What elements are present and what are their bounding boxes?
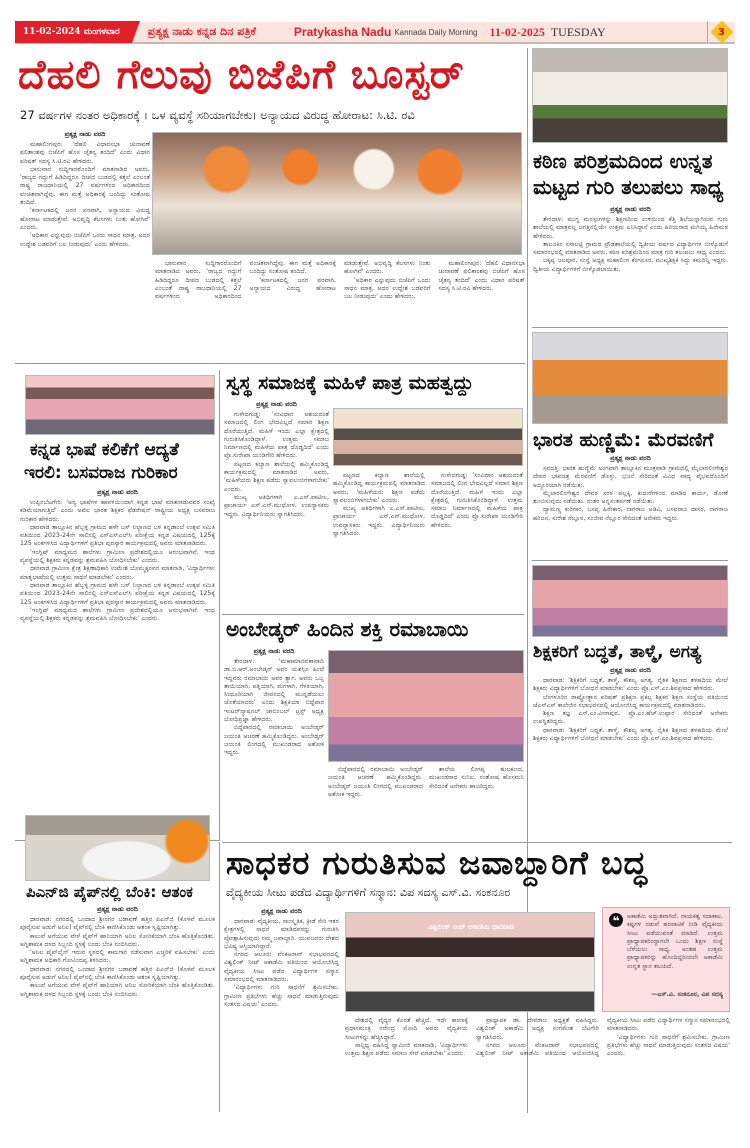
- kannada-paragraph: 'ಇಂಗ್ಲಿಷ್ ಮಾಧ್ಯಮದ ಶಾಲೆಗಳು ಗ್ರಾಮೀಣ ಪ್ರದೇಶದಲ್ಲಿಯೂ ಆರಂಭವಾಗಿವೆ. ಇಂಥ ವ್ಯವಸ್ಥೆಯಲ್ಲಿ ಶಿಕ್ಷಕರು ಕನ್ನಡವನ್ನು ಶ್ರಮವಹಿಸಿ ಬೋಧಿಸಬೇಕು' ಎಂದರು.: [20, 606, 215, 623]
- bottom-paragraph: ಧಾರವಾಡ: ವೈದ್ಯಕೀಯ, ಸಾಂಸ್ಕೃತಿಕ, ಕ್ರೀಡೆ ಸೇರಿ ಇತರ ಕ್ಷೇತ್ರಗಳಲ್ಲಿ ಸಾಧನೆ ಮಾಡಿದವರನ್ನು ಗುರುತಿಸಿ ಪ್ರೋತ್ಸಾಹಿಸುವುದು ನಮ್ಮ ಜವಾಬ್ದಾರಿ. ಯುವಜನರು ದೇಶದ ಭವಿಷ್ಯ ಆಸ್ತಿಯಾಗಿದ್ದಾರೆ.: [224, 918, 339, 950]
- pipe-paragraph: ಕಾಲುವೆ ಅಗೆಯುವ ವೇಳೆ ಪೈಪ್‌ಗೆ ಹಾನಿಯಾಗಿ ಅನಿಲ ಸೋರಿಕೆಯಾಗಿ ಬೆಂಕಿ ಹೊತ್ತಿಕೊಂಡಿತು. ಅಗ್ನಿಶಾಮಕ ದಳದ ಸಿಬ್ಬಂದಿ ಸ್ಥಳಕ್ಕೆ ಬಂದು ಬೆಂಕಿ ನಂದಿಸಿದರು.: [20, 982, 215, 998]
- pipe-story-text: [20, 903, 215, 1121]
- kannada-paragraph: ಉಪ್ಪಿನಬೆಟಗೇರಿ: 'ಅನ್ಯ ಭಾಷೆಗಳ ಹಾವಳಿಯಿಂದಾಗಿ ಕನ್ನಡ ಭಾಷೆ ಮಾತನಾಡುವವರ ಸಂಖ್ಯೆ ಕಡಿಮೆಯಾಗುತ್ತಿದೆ' ಎಂದು ಅಖಿಲ ಭಾರತ ಶಿಕ್ಷಕರ ಫೆಡರೇಷನ್ ರಾಷ್ಟ್ರೀಯ ಅಧ್ಯಕ್ಷ ಬಸವರಾಜ ಗುರಿಕಾರ ಹೇಳಿದರು.: [20, 499, 215, 523]
- pull-quote-text: ಅಕಾಡೆಮಿ ಅದ್ಭುತವಾಗಿದೆ. ನಾಯಕತ್ವ ಸದಾಕಾಲ, ಕಷ್ಟಗಳ ನಡುವೆ ಹರವಾಟಿಕೆ ನೀಡಿ ವೈದ್ಯಕೀಯ ಸೀಟು ಪಡೆಯುವಂತೆ ಮಾಡಿದೆ. ಉತ್ತಮ ಪ್ರಾಧ್ಯಾಪಕರಿಂದ್ದಾಗಲೇ ಒಂದು ಶಿಕ್ಷಣ ಸಂಸ್ಥೆ ಬೆಳೆಯಲು ಸಾಧ್ಯ. ಅಂತಹ ಉತ್ತಮ ಪ್ರಾಧ್ಯಾಪಕರನ್ನು ಹೊಂದಿದ್ದರಿಂದಲೇ ಅಕಾಡೆಮಿ ಉನ್ನತ ಸ್ಥಾನ ತಲುಪಿದೆ.: [627, 913, 723, 970]
- ambedkar-paragraph: ಬಿದ್ದೆಪಾರದಲ್ಲಿ ರಮಾಬಾಯಿ ಅಂಬೇಡ್ಕರ್ ಜಯಂತಿ ಆಚರಣೆ ಹಮ್ಮಿಕೊಂಡಿದ್ದರು. ಅಂಬೇಡ್ಕರ್ ಜಯಂತಿ ಲಿಂಗದಲ್ಲಿ ಮುಖಂಡರಾದ ಅಶೋಕ ಇದ್ದರು.: [328, 766, 423, 798]
- health-paragraph: ಮುಖ್ಯ ಅತಿಥಿಗಳಾಗಿ ಎ.ಎಸ್.ಪಾಟೀಲ, ಪ್ರಾಚಾರ್ಯ ಎಸ್.ಎಸ್.ಮುಧೋಳ, ಉಪನ್ಯಾಸಕರು ಇದ್ದರು. ವಿದ್ಯಾರ್ಥಿನಿಯರು ಸ್ವಾಗತಿಸಿದರು.: [333, 505, 425, 538]
- lead-paragraph: 'ಅಧಿಕಾರ ಎನ್ನುವುದು ಬಿಜೆಪಿಗೆ ಒಂದು ಸಾಧನ ಮಾತ್ರ, ಅದರ ಉದ್ದೇಶ ಬಡವರಿಗೆ ಬಲ ನೀಡುವುದು' ಎಂದು ಹೇಳಿದರು.: [344, 276, 431, 301]
- ambedkar-photo: [328, 650, 524, 762]
- lead-paragraph: 'ಕರ್ನಾಟಕದಲ್ಲಿ ಜನರ ಪರವಾಗಿ, ಅನ್ಯಾಯದ ವಿರುದ್ಧ ಹೋರಾಟ ಮಾಡುತ್ತೇವೆ. ಅಭಿವೃದ್ಧಿ ಕೆಲಸಗಳು ನಿಂತು ಹೋಗಿವೆ' ಎಂದರು.: [249, 260, 431, 292]
- health-photo: [333, 408, 523, 466]
- kannada-headline-line2: ಇರಲಿ: ಬಸವರಾಜ ಗುರಿಕಾರ: [24, 463, 178, 483]
- bottom-subhead: ವೈದ್ಯಕೀಯ ಸೀಟು ಪಡೆದ ವಿದ್ಯಾರ್ಥಿಗಳಿಗೆ ಸನ್ಮಾನ: ವಿಪ ಸದಸ್ಯ ಎಸ್.ವಿ. ಸಂಕನೂರ: [226, 886, 511, 899]
- kannada-story-photo: [25, 375, 215, 435]
- bottom-paragraph: 'ವಿದ್ಯಾರ್ಥಿಗಳು ಗುರಿ ಸಾಧನೆಗೆ ಶ್ರಮಿಸಬೇಕು. ಗ್ರಾಮೀಣ ಪ್ರತಿಭೆಗಳು ಹೆಚ್ಚು ಸಾಧನೆ ಮಾಡುತ್ತಿರುವುದು ಸಂತಸದ ವಿಷಯ' ಎಂದರು.: [224, 984, 339, 1008]
- festival-byline: ಪ್ರತ್ಯಕ್ಷ ನಾಡು ವರದಿ: [610, 454, 651, 462]
- ambedkar-byline: ಪ್ರತ್ಯಕ್ಷ ನಾಡು ವರದಿ: [253, 647, 295, 655]
- right-top-byline: ಪ್ರತ್ಯಕ್ಷ ನಾಡು ವರದಿ: [610, 205, 651, 213]
- health-headline: ಸ್ವಸ್ಥ ಸಮಾಜಕ್ಕೆ ಮಹಿಳೆ ಪಾತ್ರ ಮಹತ್ವದ್ದು: [226, 372, 474, 394]
- ambedkar-paragraph: ಶಾಲೆಯ ಲಿಂಗಪ್ಪ ಹುಲಕುಂದ, ಮುಖಂಡರಾದ ಸುನಿಲ, ಸಂತೋಷ ಹೊಸಮನಿ ಸೇರಿದಂತೆ ಅನೇಕರು ಹಾಜರಿದ್ದರು.: [429, 766, 524, 790]
- teacher-byline: ಪ್ರತ್ಯಕ್ಷ ನಾಡು ವರದಿ: [610, 666, 651, 674]
- bottom-paragraph: ಸಾನ್ನಿಧ್ಯ ವಹಿಸಿದ್ದ ಸ್ವಾಮೀಜಿ ಮಾತನಾಡಿ, 'ವಿದ್ಯಾರ್ಥಿಗಳು ಉತ್ತಮ ಶಿಕ್ಷಣ ಪಡೆದು ಸಮಾಜ ಸೇವೆ ಮಾಡಬೇಕು' ಎಂದರು.: [345, 1041, 468, 1058]
- health-paragraph: ಗುಳೇದಗುಡ್ಡ: 'ಸಂವಿಧಾನ ಆಶಯದಂತೆ ಸಮಾಜದಲ್ಲಿ ಲಿಂಗ ಭೇದವಿಲ್ಲದೆ ಸಮಾನ ಶಿಕ್ಷಣ ದೊರೆಯುತ್ತಿದೆ. ಮಹಿಳೆ ಇಂದು ಎಲ್ಲಾ ಕ್ಷೇತ್ರದಲ್ಲಿ ಗುರುತಿಸಿಕೊಂಡಿದ್ದಾಳೆ. ಉತ್ತಮ ಸಮಾಜ ನಿರ್ಮಾಣದಲ್ಲಿ ಮಹಿಳೆಯ ಪಾತ್ರ ದೊಡ್ಡದಿದೆ' ಎಂದು ಪ್ರೊ.ಸುರೇಖಾ ಯಂಡಿಗೇರಿ ಹೇಳಿದರು.: [431, 472, 523, 529]
- bottom-paragraph: ದೇಶದಲ್ಲಿ ವೈದ್ಯರ ಕೊರತೆ ಹೆಚ್ಚಿದೆ. ಇದೇ ಕಾರಣಕ್ಕೆ ಪ್ರಧಾನಮಂತ್ರಿ ನರೇಂದ್ರ ಮೋದಿ ಅವರು ವೈದ್ಯಕೀಯ ಸೀಟುಗಳನ್ನು ಹೆಚ್ಚಿಸಿದ್ದಾರೆ.: [345, 1017, 468, 1041]
- right-top-paragraph: ತೇರದಾಳ: ಮುಗ್ಧ ಮನಸ್ಸುಗಳನ್ನು ಶಿಕ್ಷಣದಿಂದ ಉಳಿಯಿಂದ ಕೆತ್ತಿ ಶಿಲೆಯನ್ನಾಗಿಸುವ ಗುರು ಶಾಲೆಯಲ್ಲಿ ಮಾತ್ರವಲ್ಲ ಜಗತ್ತಿನಲ್ಲಿಯೇ ಉತ್ತಮ ಎನಿಸಿದ್ದಾನೆ ಎಂದು ಹಿರಿಯರಾದ ಮಗಿಯ್ಯ ಹಿರೇಮಠ ಹೇಳಿದರು.: [533, 216, 728, 240]
- masthead: [15, 22, 735, 44]
- column-divider: [219, 370, 220, 840]
- health-story-text: [224, 398, 329, 611]
- lead-paragraph: ಮಹಾಲಿಂಗಪುರ: 'ದೆಹಲಿ ವಿಧಾನಸಭಾ ಚುನಾವಣೆ ಫಲಿತಾಂಶವು ಬಿಜೆಪಿಗೆ ಹೊಸ ಚೈತನ್ಯ ತಂದಿದೆ' ಎಂದು ವಿಧಾನ ಪರಿಷತ್ ಸದಸ್ಯ ಸಿ.ಟಿ.ರವಿ ಹೇಳಿದರು.: [20, 141, 150, 165]
- kannada-paragraph: ಧಾರವಾಡ ತಾಲ್ಲೂಕಿನ ಹೆಬ್ಬಳ್ಳಿ ಗ್ರಾಮದ ಹಳೇ ಬಸ್ ನಿಲ್ದಾಣದ ಬಳಿ ಕನ್ನಡಾಂಬೆ ಉತ್ಸವ ಸಮಿತಿ ವತಿಯಿಂದ 2023-24ನೇ ಸಾಲಿನಲ್ಲಿ ಎಸ್ಎಸ್ಎಲ್‌ಸಿ ಪರೀಕ್ಷೆಯ ಕನ್ನಡ ವಿಷಯದಲ್ಲಿ 125ಕ್ಕೆ 125 ಅಂಕಗಳಿಸಿದ ವಿದ್ಯಾರ್ಥಿಗಳಿಗೆ ಪ್ರತಿಭಾ ಪುರಸ್ಕಾರ ಕಾರ್ಯಕ್ರಮದಲ್ಲಿ ಅವರು ಮಾತನಾಡಿದರು.: [20, 523, 215, 548]
- pipe-byline: ಪ್ರತ್ಯಕ್ಷ ನಾಡು ವರದಿ: [97, 905, 138, 913]
- right-top-headline-line1: ಕಠಿಣ ಪರಿಶ್ರಮದಿಂದ ಉನ್ನತ: [533, 149, 713, 173]
- kannada-headline-line1: ಕನ್ನಡ ಭಾಷೆ ಕಲಿಕೆಗೆ ಆದ್ಯತೆ: [30, 440, 179, 460]
- pipe-paragraph: ಧಾರವಾಡ: ನಗರದಲ್ಲಿ ಒಂದಾದ ಶ್ರೀನಗರ ಬಡಾವಣೆ ಹತ್ತಿರ ಪಿಎನ್‌ಜಿ (ಕೊಳವೆ ಮೂಲಕ ಪೂರೈಸುವ ಅಡುಗೆ ಅನಿಲ) ಪೈಪ್‌ನಲ್ಲಿ ಬೆಂಕಿ ಕಾಣಿಸಿಕೊಂಡು ಆತಂಕ ಸೃಷ್ಟಿಯಾಗಿತ್ತು.: [20, 916, 215, 932]
- health-story-continued: [333, 472, 523, 597]
- lead-headline: ದೆಹಲಿ ಗೆಲುವು ಬಿಜೆಪಿಗೆ ಬೂಸ್ಟರ್: [18, 52, 465, 98]
- lead-paragraph: ಮಹಾಲಿಂಗಪುರ: 'ದೆಹಲಿ ವಿಧಾನಸಭಾ ಚುನಾವಣೆ ಫಲಿತಾಂಶವು ಬಿಜೆಪಿಗೆ ಹೊಸ ಚೈತನ್ಯ ತಂದಿದೆ' ಎಂದು ವಿಧಾನ ಪರಿಷತ್ ಸದಸ್ಯ ಸಿ.ಟಿ.ರವಿ ಹೇಳಿದರು.: [438, 260, 525, 292]
- bottom-paragraph: ನಗರದ ಆಲೂರು ವೆಂಕಟರಾವ್ ಸಭಾಭವನದಲ್ಲಿ ವಿಶ್ವಲಿಂಕ್ ನೀಟ್ ಅಕಾಡೆಮಿ ವತಿಯಿಂದ ಆಯೋಜಿಸಿದ್ದ ವೈದ್ಯಕೀಯ ಸೀಟು ಪಡೆದ ವಿದ್ಯಾರ್ಥಿಗಳ ಸನ್ಮಾನ ಸಮಾರಂಭದಲ್ಲಿ ಮಾತನಾಡಿದರು.: [476, 1017, 730, 1058]
- pipe-paragraph: 'ಅನಿಲ ಪೈಪ್‌ಲೈನ್ ಇರುವ ಸ್ಥಳದಲ್ಲಿ ಕಾಮಗಾರಿ ನಡೆಸುವಾಗ ಎಚ್ಚರಿಕೆ ವಹಿಸಬೇಕು' ಎಂದು ಅಗ್ನಿಶಾಮಕ ಅಧಿಕಾರಿ ಗೋವಿಂದಪ್ಪ ತಿಳಿಸಿದರು.: [20, 949, 215, 965]
- ambedkar-headline: ಅಂಬೇಡ್ಕರ್ ಹಿಂದಿನ ಶಕ್ತಿ ರಮಾಬಾಯಿ: [226, 617, 469, 641]
- bottom-story-continued: [345, 1017, 730, 1112]
- pipe-fire-photo: [25, 815, 210, 881]
- masthead-english-subtitle: Kannada Daily Morning: [394, 27, 478, 37]
- bottom-story-text: [224, 905, 339, 1118]
- teacher-headline: ಶಿಕ್ಷಕರಿಗೆ ಬದ್ಧತೆ, ತಾಳ್ಮೆ, ಅಗತ್ಯ: [533, 642, 702, 662]
- pipe-headline: ಪಿಎನ್‌ಜಿ ಪೈಪ್‌ನಲ್ಲಿ ಬೆಂಕಿ: ಆತಂಕ: [26, 883, 193, 901]
- page-number: 3: [718, 26, 725, 38]
- right-top-story-text: [533, 203, 728, 331]
- pull-quote-box: [602, 907, 730, 1012]
- teacher-paragraph: ಶಿಕ್ಷಣ ತಜ್ಞ ಎಸ್.ಎಂ.ವೀರಾಪುರ, ಪ್ರೊ.ಎಂ.ಹೆಚ್.ಉಪ್ಪಾರ ಸೇರಿದಂತೆ ಅನೇಕರು ಉಪಸ್ಥಿತರಿದ್ದರು.: [533, 710, 728, 726]
- lead-byline: ಪ್ರತ್ಯಕ್ಷ ನಾಡು ವರದಿ: [64, 130, 106, 138]
- lead-photo: [152, 132, 522, 255]
- pull-quote-attribution: —ಎಸ್.ವಿ. ಸಂಕನೂರ, ವಿಪ ಸದಸ್ಯ: [651, 991, 723, 998]
- masthead-day: TUESDAY: [550, 24, 606, 39]
- lead-story-continued: [155, 260, 525, 355]
- lead-paragraph: 'ಕರ್ನಾಟಕದಲ್ಲಿ ಜನರ ಪರವಾಗಿ, ಅನ್ಯಾಯದ ವಿರುದ್ಧ ಹೋರಾಟ ಮಾಡುತ್ತೇವೆ. ಅಭಿವೃದ್ಧಿ ಕೆಲಸಗಳು ನಿಂತು ಹೋಗಿವೆ' ಎಂದರು.: [20, 207, 150, 231]
- right-top-paragraph: ತಾಲೂಕಿನ ಸಸಾಲಟ್ಟಿ ಗ್ರಾಮದ ಪ್ರೌಢಶಾಲೆಯಲ್ಲಿ ದ್ವಿತೀಯ ವರ್ಷದ ವಿದ್ಯಾರ್ಥಿಗಳ ಬೀಳ್ಕೊಡುಗೆ ಸಮಾರಂಭದಲ್ಲಿ ಮಾತನಾಡಿದ ಅವರು, ಕಠಿಣ ಪರಿಶ್ರಮದಿಂದ ಮಾತ್ರ ಗುರಿ ತಲುಪಲು ಸಾಧ್ಯ ಎಂದರು.: [533, 240, 728, 257]
- kannada-paragraph: ಧಾರವಾಡ ತಾಲ್ಲೂಕಿನ ಹೆಬ್ಬಳ್ಳಿ ಗ್ರಾಮದ ಹಳೇ ಬಸ್ ನಿಲ್ದಾಣದ ಬಳಿ ಕನ್ನಡಾಂಬೆ ಉತ್ಸವ ಸಮಿತಿ ವತಿಯಿಂದ 2023-24ನೇ ಸಾಲಿನಲ್ಲಿ ಎಸ್ಎಸ್ಎಲ್‌ಸಿ ಪರೀಕ್ಷೆಯ ಕನ್ನಡ ವಿಷಯದಲ್ಲಿ 125ಕ್ಕೆ 125 ಅಂಕಗಳಿಸಿದ ವಿದ್ಯಾರ್ಥಿಗಳಿಗೆ ಪ್ರತಿಭಾ ಪುರಸ್ಕಾರ ಕಾರ್ಯಕ್ರಮದಲ್ಲಿ ಅವರು ಮಾತನಾಡಿದರು.: [20, 581, 215, 606]
- health-paragraph: ಪಟ್ಟಣದ ಕಲ್ಯಾಣ ಶಾಲೆಯಲ್ಲಿ ಹಮ್ಮಿಕೊಂಡಿದ್ದ ಕಾರ್ಯಕ್ರಮದಲ್ಲಿ ಮಾತನಾಡಿದ ಅವರು, 'ಮಹಿಳೆಯರು ಶಿಕ್ಷಣ ಪಡೆದು ಸ್ವಾವಲಂಬಿಗಳಾಗಬೇಕು' ಎಂದರು.: [333, 472, 425, 504]
- ambedkar-story-continued: [328, 766, 524, 834]
- section-divider: [532, 327, 728, 328]
- ambedkar-paragraph: ತೇರದಾಳ: 'ಮಹಾಮಾನವತಾವಾದಿ ಡಾ.ಬಿ.ಆರ್.ಅಂಬೇಡ್ಕರ್ ಅವರ ಯಶಸ್ಸಿನ ಹಿಂದೆ ಇದ್ದವರು ರಮಾಬಾಯಿ ಅವರ ತ್ಯಾಗ. ಅವರು ಒಬ್ಬ ತಾಯಿಯಾಗಿ, ಪತ್ನಿಯಾಗಿ, ಮಗಳಾಗಿ, ಗೆಳತಿಯಾಗಿ, ಸಿಂಧೂರಿಯಾಗಿ ಜೀವನದಲ್ಲಿ ಮುನ್ನಡೆಯಲು ಜೊತೆಯಾದರು' ಎಂದು ಶಿಕ್ಷಕಿಯಾ ಬಿದ್ದೆಪಾರ ಇಂಟರ್‌ನ್ಯಾಷನಲ್ ಜಾಬಿಂಬಲ್ ಟ್ರಸ್ಟ್ ಅಧ್ಯಕ್ಷ ಬೋಧಿಪ್ರಜ್ಞಾ ಹೇಳಿದರು.: [224, 658, 324, 724]
- bottom-paragraph: ನಗರದ ಆಲೂರು ವೆಂಕಟರಾವ್ ಸಭಾಭವನದಲ್ಲಿ ವಿಶ್ವಲಿಂಕ್ ನೀಟ್ ಅಕಾಡೆಮಿ ವತಿಯಿಂದ ಆಯೋಜಿಸಿದ್ದ ವೈದ್ಯಕೀಯ ಸೀಟು ಪಡೆದ ವಿದ್ಯಾರ್ಥಿಗಳ ಸನ್ಮಾನ ಸಮಾರಂಭದಲ್ಲಿ ಮಾತನಾಡಿದರು.: [224, 951, 339, 984]
- lead-paragraph: ಭಾನುವಾರ ಸುದ್ದಿಗಾರರೊಂದಿಗೆ ಮಾತನಾಡಿದ ಅವರು, 'ರಾಜ್ಯದ ಗದ್ದುಗೆ ಹಿಡಿದಿದ್ದರೂ ದೀಪದ ಬುಡದಲ್ಲಿ ಕತ್ತಲೆ ಎಂಬಂತೆ ರಾಷ್ಟ್ರ ರಾಜಧಾನಿಯಲ್ಲಿ 27 ವರ್ಷಗಳಿಂದ ಅಧಿಕಾರದಿಂದ ವಂಚಿತವಾಗಿದ್ದೆವು. ಈಗ ಮತ್ತೆ ಅಧಿಕಾರಕ್ಕೆ ಬಂದಿದ್ದು ಸಂತೋಷ ತಂದಿದೆ.: [155, 260, 336, 301]
- teacher-story-text: [533, 664, 728, 842]
- teacher-paragraph: ಧಾರವಾಡ: 'ಶಿಕ್ಷಕರಿಗೆ ಬದ್ಧತೆ, ತಾಳ್ಮೆ, ಕೌಶಲ್ಯ ಅಗತ್ಯ. ನೈತಿಕ ಶಿಕ್ಷಣದ ತಳಹದಿಯ ಮೇಲೆ ಶಿಕ್ಷಕರು ವಿದ್ಯಾರ್ಥಿಗಳಿಗೆ ಬೋಧನೆ ಮಾಡಬೇಕು' ಎಂದು ಪ್ರೊ.ಎಸ್.ಎಂ.ಶಿವಪ್ರಸಾದ ಹೇಳಿದರು.: [533, 677, 728, 693]
- right-top-headline-line2: ಮಟ್ಟದ ಗುರಿ ತಲುಪಲು ಸಾಧ್ಯ: [533, 175, 724, 199]
- festival-paragraph: ಮೈಲಾರಲಿಂಗೇಶ್ವರ ದೇವರ ಸರಳ ಪಲ್ಲಕ್ಕಿ, ಕುದುರೆಗಳಿಂದ ಮಾಡಿದ ಕಾರ್ಯ, ಡೋಣೆ ತುಂಬಿಸುವುದು ನಡೆಯಿತು. ನಂತರ ಅನ್ನಸಂತರ್ಪಣೆ ನಡೆಯಿತು.: [533, 489, 728, 506]
- pipe-paragraph: ಧಾರವಾಡ: ನಗರದಲ್ಲಿ ಒಂದಾದ ಶ್ರೀನಗರ ಬಡಾವಣೆ ಹತ್ತಿರ ಪಿಎನ್‌ಜಿ (ಕೊಳವೆ ಮೂಲಕ ಪೂರೈಸುವ ಅಡುಗೆ ಅನಿಲ) ಪೈಪ್‌ನಲ್ಲಿ ಬೆಂಕಿ ಕಾಣಿಸಿಕೊಂಡು ಆತಂಕ ಸೃಷ್ಟಿಯಾಗಿತ್ತು.: [20, 965, 215, 982]
- right-top-paragraph: ಜಕ್ಕಪ್ಪ ಜಲಪೂರ, ಸಂಸ್ಥೆ ಅಧ್ಯಕ್ಷ ಮಹಾಲಿಂಗ ಕೆಂಗನೂರ, ಮುಖ್ಯಶಿಕ್ಷಕ ಸಿದ್ದು ಕಮದಿನ್ನಿ ಇದ್ದರು. ದ್ವಿತೀಯ ವಿದ್ಯಾರ್ಥಿಗಳಿಗೆ ಬೀಳ್ಕೊಡಲಾಯಿತು.: [533, 257, 728, 273]
- lead-story-text: [20, 128, 150, 361]
- bottom-byline: ಪ್ರತ್ಯಕ್ಷ ನಾಡು ವರದಿ: [261, 907, 302, 915]
- festival-photo: [532, 332, 728, 424]
- lead-paragraph: ಭಾನುವಾರ ಸುದ್ದಿಗಾರರೊಂದಿಗೆ ಮಾತನಾಡಿದ ಅವರು, 'ರಾಜ್ಯದ ಗದ್ದುಗೆ ಹಿಡಿದಿದ್ದರೂ ದೀಪದ ಬುಡದಲ್ಲಿ ಕತ್ತಲೆ ಎಂಬಂತೆ ರಾಷ್ಟ್ರ ರಾಜಧಾನಿಯಲ್ಲಿ 27 ವರ್ಷಗಳಿಂದ ಅಧಿಕಾರದಿಂದ ವಂಚಿತವಾಗಿದ್ದೆವು. ಈಗ ಮತ್ತೆ ಅಧಿಕಾರಕ್ಕೆ ಬಂದಿದ್ದು ಸಂತೋಷ ತಂದಿದೆ.: [20, 165, 150, 207]
- health-byline: ಪ್ರತ್ಯಕ್ಷ ನಾಡು ವರದಿ: [256, 400, 297, 408]
- bottom-headline: ಸಾಧಕರ ಗುರುತಿಸುವ ಜವಾಬ್ದಾರಿಗೆ ಬದ್ಧ: [226, 844, 648, 882]
- festival-story-text: [533, 452, 728, 560]
- festival-paragraph: ಸವದತ್ತಿ: ಭಾರತ ಹುಣ್ಣಿಮೆ ಅಂಗವಾಗಿ ತಾಲ್ಲೂಕಿನ ಮಂತ್ರವಾಡಿ ಗ್ರಾಮದಲ್ಲಿ ಮೈಲಾರಲಿಂಗೇಶ್ವರ ದೇವರ ಭಾವಚಿತ್ರ ಮೆರವಣಿಗೆ ಡೊಳ್ಳು, ಭಜನೆ ಸೇರಿದಂತೆ ವಿವಿಧ ವಾದ್ಯ ವೈಭವದೊಂದಿಗೆ ಅದ್ದೂರಿಯಾಗಿ ನಡೆಯಿತು.: [533, 465, 728, 489]
- section-divider: [222, 842, 732, 843]
- kannada-byline: ಪ್ರತ್ಯಕ್ಷ ನಾಡು ವರದಿ: [97, 488, 138, 496]
- lead-subhead: 27 ವರ್ಷಗಳ ನಂತರ ಅಧಿಕಾರಕ್ಕೆ । ಒಳ ವ್ಯವಸ್ಥೆ ಸರಿಯಾಗಬೇಕು। ಅನ್ಯಾಯದ ವಿರುದ್ಧ ಹೋರಾಟ: ಸಿ.ಟಿ. ರವಿ: [20, 108, 415, 122]
- section-divider: [532, 560, 728, 561]
- kannada-paragraph: 'ಇಂಗ್ಲಿಷ್ ಮಾಧ್ಯಮದ ಶಾಲೆಗಳು ಗ್ರಾಮೀಣ ಪ್ರದೇಶದಲ್ಲಿಯೂ ಆರಂಭವಾಗಿವೆ. ಇಂಥ ವ್ಯವಸ್ಥೆಯಲ್ಲಿ ಶಿಕ್ಷಕರು ಕನ್ನಡವನ್ನು ಶ್ರಮವಹಿಸಿ ಬೋಧಿಸಬೇಕು' ಎಂದರು.: [20, 548, 215, 565]
- photo-banner-text: ವಿಶ್ವಲಿಂಕ್ ನೀಟ್ ಅಕಾಡೆಮಿ ಧಾರವಾಡ: [427, 923, 515, 931]
- lead-paragraph: 'ಅಧಿಕಾರ ಎನ್ನುವುದು ಬಿಜೆಪಿಗೆ ಒಂದು ಸಾಧನ ಮಾತ್ರ, ಅದರ ಉದ್ದೇಶ ಬಡವರಿಗೆ ಬಲ ನೀಡುವುದು' ಎಂದು ಹೇಳಿದರು.: [20, 232, 150, 248]
- ambedkar-paragraph: ಬಿದ್ದೆಪಾರದಲ್ಲಿ ರಮಾಬಾಯಿ ಅಂಬೇಡ್ಕರ್ ಜಯಂತಿ ಆಚರಣೆ ಹಮ್ಮಿಕೊಂಡಿದ್ದರು. ಅಂಬೇಡ್ಕರ್ ಜಯಂತಿ ಲಿಂಗದಲ್ಲಿ ಮುಖಂಡರಾದ ಅಶೋಕ ಇದ್ದರು.: [224, 724, 324, 757]
- teacher-paragraph: ಧಾರವಾಡ: 'ಶಿಕ್ಷಕರಿಗೆ ಬದ್ಧತೆ, ತಾಳ್ಮೆ, ಕೌಶಲ್ಯ ಅಗತ್ಯ. ನೈತಿಕ ಶಿಕ್ಷಣದ ತಳಹದಿಯ ಮೇಲೆ ಶಿಕ್ಷಕರು ವಿದ್ಯಾರ್ಥಿಗಳಿಗೆ ಬೋಧನೆ ಮಾಡಬೇಕು' ಎಂದು ಪ್ರೊ.ಎಸ್.ಎಂ.ಶಿವಪ್ರಸಾದ ಹೇಳಿದರು.: [533, 726, 728, 743]
- health-paragraph: ಪಟ್ಟಣದ ಕಲ್ಯಾಣ ಶಾಲೆಯಲ್ಲಿ ಹಮ್ಮಿಕೊಂಡಿದ್ದ ಕಾರ್ಯಕ್ರಮದಲ್ಲಿ ಮಾತನಾಡಿದ ಅವರು, 'ಮಹಿಳೆಯರು ಶಿಕ್ಷಣ ಪಡೆದು ಸ್ವಾವಲಂಬಿಗಳಾಗಬೇಕು' ಎಂದರು.: [224, 460, 329, 493]
- masthead-kannada-title: ಪ್ರತ್ಯಕ್ಷ ನಾಡು ಕನ್ನಡ ದಿನ ಪತ್ರಿಕೆ: [147, 25, 256, 38]
- festival-paragraph: ದ್ಯಾಮಣ್ಣ ಕುರಿಗಾರ, ಬಸಪ್ಪ ಹಿರೇಕಾರ, ನಾಗರಾಜ ಅಡಿವಿ, ಬಸವರಾಜ ದಾಸರ, ನಾಗರಾಜ ಹರಿಜನ, ಸುರೇಶ ನೆಲ್ಲೂರ, ಸಂಜೀವ ನೆಲ್ಲೂರ ಸೇರಿದಂತೆ ಅನೇಕರು ಇದ್ದರು.: [533, 506, 728, 522]
- masthead-date: 11-02-2025: [489, 24, 545, 39]
- festival-headline: ಭಾರತ ಹುಣ್ಣಿಮೆ: ಮೆರವಣಿಗೆ: [533, 429, 714, 451]
- page-number-badge: [707, 21, 735, 43]
- kannada-story-text: [20, 486, 215, 819]
- bottom-paragraph: ಪ್ರಾಧ್ಯಾಪಕ ಡಾ. ದೇವರಾಜ ಅಧ್ಯಕ್ಷತೆ ವಹಿಸಿದ್ದರು. ವಿಶ್ವಲಿಂಕ್ ಅಕಾಡೆಮಿ ಅಧ್ಯಕ್ಷ ಸಂಗಮೇಶ ಬೆಟಗೇರಿ ಸ್ವಾಗತಿಸಿದರು.: [476, 1017, 599, 1041]
- health-paragraph: ಗುಳೇದಗುಡ್ಡ: 'ಸಂವಿಧಾನ ಆಶಯದಂತೆ ಸಮಾಜದಲ್ಲಿ ಲಿಂಗ ಭೇದವಿಲ್ಲದೆ ಸಮಾನ ಶಿಕ್ಷಣ ದೊರೆಯುತ್ತಿದೆ. ಮಹಿಳೆ ಇಂದು ಎಲ್ಲಾ ಕ್ಷೇತ್ರದಲ್ಲಿ ಗುರುತಿಸಿಕೊಂಡಿದ್ದಾಳೆ. ಉತ್ತಮ ಸಮಾಜ ನಿರ್ಮಾಣದಲ್ಲಿ ಮಹಿಳೆಯ ಪಾತ್ರ ದೊಡ್ಡದಿದೆ' ಎಂದು ಪ್ರೊ.ಸುರೇಖಾ ಯಂಡಿಗೇರಿ ಹೇಳಿದರು.: [224, 411, 329, 460]
- column-divider: [219, 842, 220, 1112]
- health-paragraph: ಮುಖ್ಯ ಅತಿಥಿಗಳಾಗಿ ಎ.ಎಸ್.ಪಾಟೀಲ, ಪ್ರಾಚಾರ್ಯ ಎಸ್.ಎಸ್.ಮುಧೋಳ, ಉಪನ್ಯಾಸಕರು ಇದ್ದರು. ವಿದ್ಯಾರ್ಥಿನಿಯರು ಸ್ವಾಗತಿಸಿದರು.: [224, 493, 329, 518]
- right-top-photo: [532, 48, 728, 143]
- kannada-paragraph: ಧಾರವಾಡ ಗ್ರಾಮೀಣ ಕ್ಷೇತ್ರ ಶಿಕ್ಷಣಾಧಿಕಾರಿ ಉಮೇಶ ಬೊಮ್ಮಕ್ಕನವರ ಮಾತನಾಡಿ, 'ವಿದ್ಯಾರ್ಥಿಗಳು ಮಾತೃಭಾಷೆಯಲ್ಲಿ ಉತ್ತಮ ಸಾಧನೆ ಮಾಡಬೇಕು' ಎಂದರು.: [20, 565, 215, 581]
- section-divider: [15, 363, 525, 364]
- ambedkar-story-text: [224, 645, 324, 843]
- section-divider: [222, 614, 524, 615]
- bottom-paragraph: 'ವಿದ್ಯಾರ್ಥಿಗಳು ಗುರಿ ಸಾಧನೆಗೆ ಶ್ರಮಿಸಬೇಕು. ಗ್ರಾಮೀಣ ಪ್ರತಿಭೆಗಳು ಹೆಚ್ಚು ಸಾಧನೆ ಮಾಡುತ್ತಿರುವುದು ಸಂತಸದ ವಿಷಯ' ಎಂದರು.: [607, 1033, 730, 1058]
- masthead-left-date: 11-02-2024 ಮಂಗಳವಾರ: [15, 21, 132, 43]
- pipe-paragraph: ಕಾಲುವೆ ಅಗೆಯುವ ವೇಳೆ ಪೈಪ್‌ಗೆ ಹಾನಿಯಾಗಿ ಅನಿಲ ಸೋರಿಕೆಯಾಗಿ ಬೆಂಕಿ ಹೊತ್ತಿಕೊಂಡಿತು. ಅಗ್ನಿಶಾಮಕ ದಳದ ಸಿಬ್ಬಂದಿ ಸ್ಥಳಕ್ಕೆ ಬಂದು ಬೆಂಕಿ ನಂದಿಸಿದರು.: [20, 932, 215, 948]
- teacher-paragraph: ಬೆಂಗಳೂರಿನ ರಾಷ್ಟ್ರೋತ್ಥಾನ ಪರಿಷತ್ ಪ್ರಶಿಕ್ಷಣ ಪ್ರಕಲ್ಪ ಶಿಕ್ಷಕರ ಶಿಕ್ಷಣ ಸಂಸ್ಥೆಯ ವತಿಯಿಂದ ಜೆಎಸ್ಎಸ್ ಕಾಲೇಜಿನ ಸಭಾಭವನದಲ್ಲಿ ಆಯೋಜಿಸಿದ್ದ ಕಾರ್ಯಕ್ರಮದಲ್ಲಿ ಮಾತನಾಡಿದರು.: [533, 693, 728, 709]
- masthead-english-title: Pratykasha Nadu: [293, 25, 392, 39]
- quote-icon: ❝: [609, 913, 623, 927]
- bottom-ceremony-photo: [345, 912, 595, 1012]
- teacher-photo: [532, 565, 728, 637]
